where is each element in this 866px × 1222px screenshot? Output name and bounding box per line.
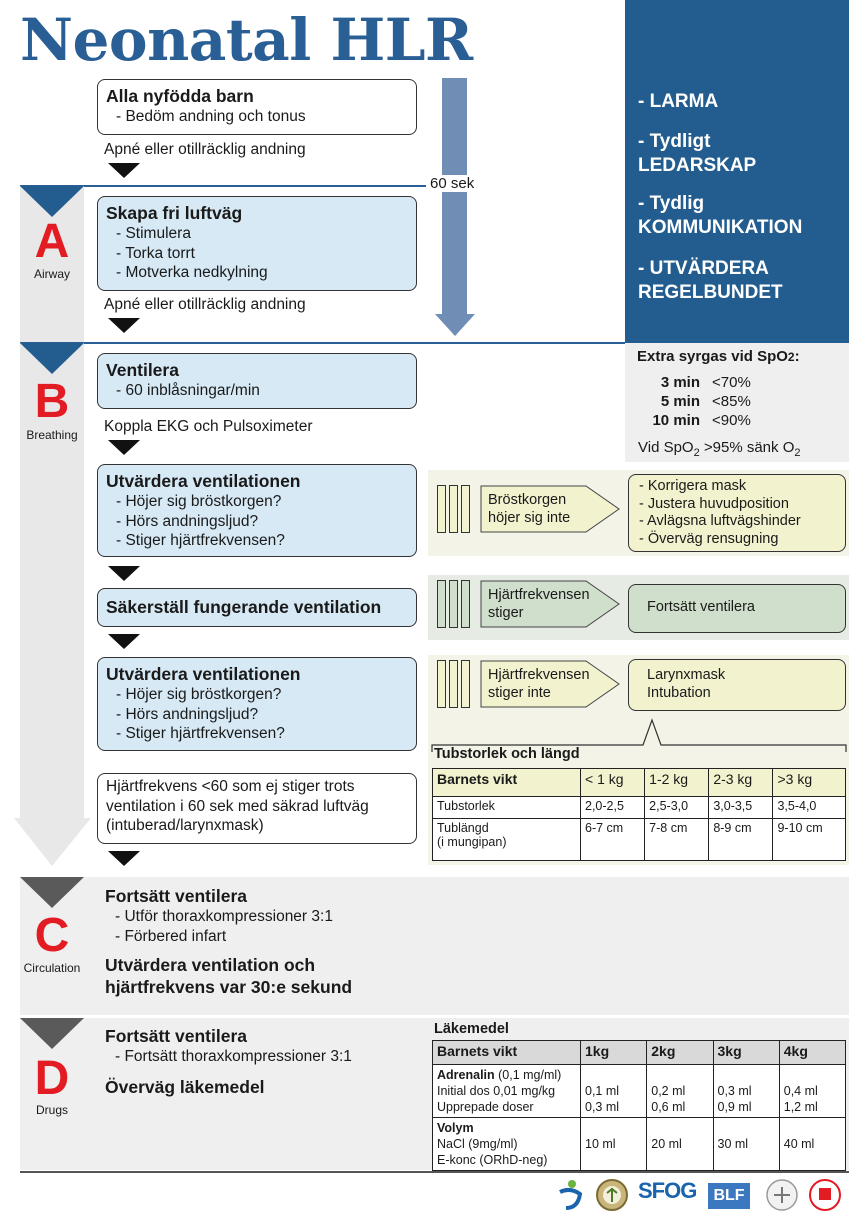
step-bar	[437, 660, 446, 708]
start-box	[97, 79, 417, 135]
down-arrow-icon	[108, 566, 140, 581]
secure-heading: Säkerställ fungerande ventilation	[106, 597, 382, 617]
table-cell	[433, 1065, 581, 1118]
table-header: < 1 kg	[581, 769, 645, 797]
step-bar	[437, 580, 446, 628]
airway-heading: Skapa fri luftväg	[106, 203, 243, 223]
drug-line: E-konc (ORhD-neg)	[437, 1153, 548, 1167]
section-d-name: Drugs	[35, 1103, 68, 1117]
table-cell	[647, 1065, 713, 1118]
section-d-marker-icon	[20, 1018, 84, 1049]
oxygen-time: 3 min	[660, 374, 700, 391]
table-header: >3 kg	[773, 769, 846, 797]
footer-divider	[20, 1171, 849, 1173]
table-cell: Tublängd (i mungipan)	[433, 819, 581, 861]
table-cell: 3,0-3,5	[709, 797, 773, 819]
table-cell	[433, 1118, 581, 1171]
table-header: 1-2 kg	[645, 769, 709, 797]
dose: 0,3 ml	[717, 1084, 752, 1098]
team-reminders-panel	[625, 0, 849, 343]
section-d-letter: D	[34, 1052, 70, 1105]
drug-line: Initial dos 0,01 mg/kg	[437, 1084, 556, 1098]
table-cell: 30 ml	[713, 1118, 779, 1171]
evaluate-item: - Höjer sig bröstkorgen?	[116, 686, 282, 703]
condition-arrow	[480, 485, 620, 533]
reminder-item: - LARMA	[638, 91, 719, 112]
condition-text: Hjärtfrekvensen stiger	[488, 587, 590, 621]
note-monitoring: Koppla EKG och Pulsoximeter	[104, 418, 313, 435]
table-cell: 40 ml	[779, 1118, 845, 1171]
circulation-heading-2: Utvärdera ventilation och hjärtfrekvens var 30:e sekund	[105, 955, 353, 997]
reminder-item: - Tydlig KOMMUNIKATION	[638, 193, 803, 238]
table-header: 2-3 kg	[709, 769, 773, 797]
footer-text: Vid SpO	[638, 439, 694, 456]
table-cell	[713, 1065, 779, 1118]
evaluate-box-2	[97, 657, 417, 751]
section-c-name: Circulation	[23, 961, 81, 975]
logo-society-seal-icon	[595, 1178, 629, 1212]
footer-sub: 2	[794, 447, 801, 459]
reminder-item: - Tydligt LEDARSKAP	[638, 131, 757, 176]
section-b-name: Breathing	[26, 428, 78, 442]
down-arrow-icon	[108, 634, 140, 649]
logo-red-seal-icon	[808, 1178, 842, 1212]
table-cell: 6-7 cm	[581, 819, 645, 861]
step-bar	[449, 580, 458, 628]
drugs-item: - Fortsätt thoraxkompressioner 3:1	[115, 1048, 352, 1065]
evaluate-item: - Hörs andningsljud?	[116, 512, 259, 530]
section-b-letter: B	[34, 375, 70, 428]
section-divider	[20, 342, 625, 344]
circulation-heading: Fortsätt ventilera	[105, 886, 247, 906]
condition-text: Bröstkorgen höjer sig inte	[488, 492, 571, 526]
step-bar	[461, 660, 470, 708]
step-bar	[449, 660, 458, 708]
evaluate-item: - Hörs andningsljud?	[116, 705, 259, 723]
airway-item: - Torka torrt	[116, 244, 195, 262]
down-arrow-icon	[108, 440, 140, 455]
table-cell: 3,5-4,0	[773, 797, 846, 819]
oxygen-row	[638, 392, 751, 411]
condition-arrow	[480, 660, 620, 708]
table-cell: 20 ml	[647, 1118, 713, 1171]
section-c-marker-icon	[20, 877, 84, 908]
evaluate-item: - Stiger hjärtfrekvensen?	[116, 532, 285, 549]
table-cell: 2,5-3,0	[645, 797, 709, 819]
table-row	[433, 819, 846, 861]
table-row	[433, 797, 846, 819]
table-header: Barnets vikt	[433, 769, 581, 797]
airway-item: - Stimulera	[116, 225, 191, 242]
action-item: - Korrigera mask	[639, 478, 747, 494]
action-item: - Överväg rensugning	[639, 530, 779, 547]
table-cell	[779, 1065, 845, 1118]
airway-box	[97, 196, 417, 291]
secure-ventilation-box	[97, 588, 417, 627]
start-item: - Bedöm andning och tonus	[116, 108, 306, 125]
down-arrow-icon	[108, 851, 140, 866]
dose: 1,2 ml	[783, 1100, 818, 1114]
table-cell: 2,0-2,5	[581, 797, 645, 819]
section-b-marker-icon	[20, 343, 84, 374]
drug-conc: (0,1 mg/ml)	[494, 1068, 562, 1082]
tube-table-title: Tubstorlek och längd	[434, 746, 580, 762]
table-header: 1kg	[581, 1041, 647, 1065]
oxygen-footer	[638, 439, 800, 459]
dose: 0,4 ml	[783, 1084, 818, 1098]
condition-text: Hjärtfrekvensen stiger inte	[488, 667, 590, 701]
table-cell: 8-9 cm	[709, 819, 773, 861]
logo-sfog: SFOG	[638, 1178, 697, 1203]
action-item: - Avlägsna luftvägshinder	[639, 513, 801, 529]
down-arrow-icon	[108, 318, 140, 333]
oxygen-row	[638, 411, 751, 430]
timer-arrow-icon	[432, 78, 478, 338]
table-cell: 7-8 cm	[645, 819, 709, 861]
airway-item: - Motverka nedkylning	[116, 264, 268, 281]
oxygen-title	[637, 348, 800, 365]
reminder-item: - UTVÄRDERA REGELBUNDET	[638, 258, 783, 303]
oxygen-panel	[625, 343, 849, 462]
section-a-name: Airway	[33, 267, 70, 281]
table-header: 2kg	[647, 1041, 713, 1065]
action-item: Fortsätt ventilera	[647, 599, 755, 615]
section-a-marker-icon	[20, 186, 84, 217]
oxygen-rows	[638, 373, 751, 430]
dose: 0,6 ml	[651, 1100, 686, 1114]
logo-blf: BLF	[708, 1183, 750, 1209]
drug-table	[432, 1040, 846, 1171]
oxygen-title-sub: 2	[787, 350, 795, 364]
page-title: Neonatal HLR	[20, 6, 473, 74]
evaluate-item: - Höjer sig bröstkorgen?	[116, 493, 282, 510]
table-cell	[581, 1065, 647, 1118]
heart-rate-note-box	[97, 773, 417, 844]
table-row-adrenalin	[433, 1065, 846, 1118]
section-a-letter: A	[34, 215, 70, 268]
table-cell: 9-10 cm	[773, 819, 846, 861]
ventilate-box	[97, 353, 417, 409]
table-row-volume	[433, 1118, 846, 1171]
oxygen-threshold: <90%	[712, 412, 751, 429]
table-header: Barnets vikt	[433, 1041, 581, 1065]
timer-label: 60 sek	[430, 175, 475, 192]
oxygen-threshold: <85%	[712, 393, 751, 410]
logo-seal-icon	[765, 1178, 799, 1212]
heart-rate-note: Hjärtfrekvens <60 som ej stiger trots ventilation i 60 sek med säkrad luftväg (intuberad/larynxmask)	[106, 778, 369, 834]
drug-name: Adrenalin	[437, 1068, 495, 1082]
action-box-airway-device	[628, 659, 846, 711]
ventilate-heading: Ventilera	[106, 360, 179, 380]
circulation-item: - Förbered infart	[115, 927, 227, 945]
circulation-item: - Utför thoraxkompressioner 3:1	[115, 908, 333, 925]
oxygen-row	[638, 373, 751, 392]
table-cell: Tubstorlek	[433, 797, 581, 819]
evaluate-heading: Utvärdera ventilationen	[106, 664, 301, 684]
evaluate-heading: Utvärdera ventilationen	[106, 471, 301, 491]
step-bar	[461, 580, 470, 628]
table-header-row	[433, 769, 846, 797]
step-bar	[461, 485, 470, 533]
ventilate-item: - 60 inblåsningar/min	[116, 382, 260, 399]
logo-family-icon	[555, 1178, 585, 1212]
drugs-heading-2: Överväg läkemedel	[105, 1076, 265, 1097]
oxygen-time: 10 min	[652, 412, 700, 429]
footer-text: >95% sänk O	[699, 439, 795, 456]
dose: 0,9 ml	[717, 1100, 752, 1114]
down-arrow-icon	[108, 163, 140, 178]
action-item: Larynxmask	[647, 667, 726, 683]
step-bar	[449, 485, 458, 533]
start-heading: Alla nyfödda barn	[106, 86, 254, 106]
table-header-row	[433, 1041, 846, 1065]
note-apnea-1: Apné eller otillräcklig andning	[104, 141, 306, 158]
drug-line: NaCl (9mg/ml)	[437, 1137, 518, 1151]
action-item: - Justera huvudposition	[639, 495, 789, 512]
action-item: Intubation	[647, 684, 711, 701]
tube-table	[432, 768, 846, 861]
section-c-letter: C	[34, 909, 70, 962]
note-apnea-2: Apné eller otillräcklig andning	[104, 296, 306, 313]
table-cell: 10 ml	[581, 1118, 647, 1171]
evaluate-item: - Stiger hjärtfrekvensen?	[116, 725, 285, 742]
action-box-continue	[628, 584, 846, 633]
oxygen-threshold: <70%	[712, 374, 751, 391]
drug-table-title: Läkemedel	[434, 1021, 509, 1037]
table-header: 3kg	[713, 1041, 779, 1065]
oxygen-title-end: :	[794, 348, 800, 365]
drug-name: Volym	[437, 1121, 474, 1135]
oxygen-title-text: Extra syrgas vid SpO	[637, 348, 788, 365]
drug-line: Upprepade doser	[437, 1100, 534, 1114]
condition-arrow	[480, 580, 620, 628]
dose: 0,2 ml	[651, 1084, 686, 1098]
footer-sub: 2	[693, 447, 700, 459]
evaluate-box-1	[97, 464, 417, 557]
action-box-chest	[628, 474, 846, 552]
table-header: 4kg	[779, 1041, 845, 1065]
dose: 0,3 ml	[585, 1100, 620, 1114]
drugs-content	[105, 1025, 352, 1098]
circulation-content	[105, 885, 405, 998]
step-bar	[437, 485, 446, 533]
drugs-heading: Fortsätt ventilera	[105, 1026, 247, 1046]
dose: 0,1 ml	[585, 1084, 620, 1098]
oxygen-time: 5 min	[660, 393, 700, 410]
